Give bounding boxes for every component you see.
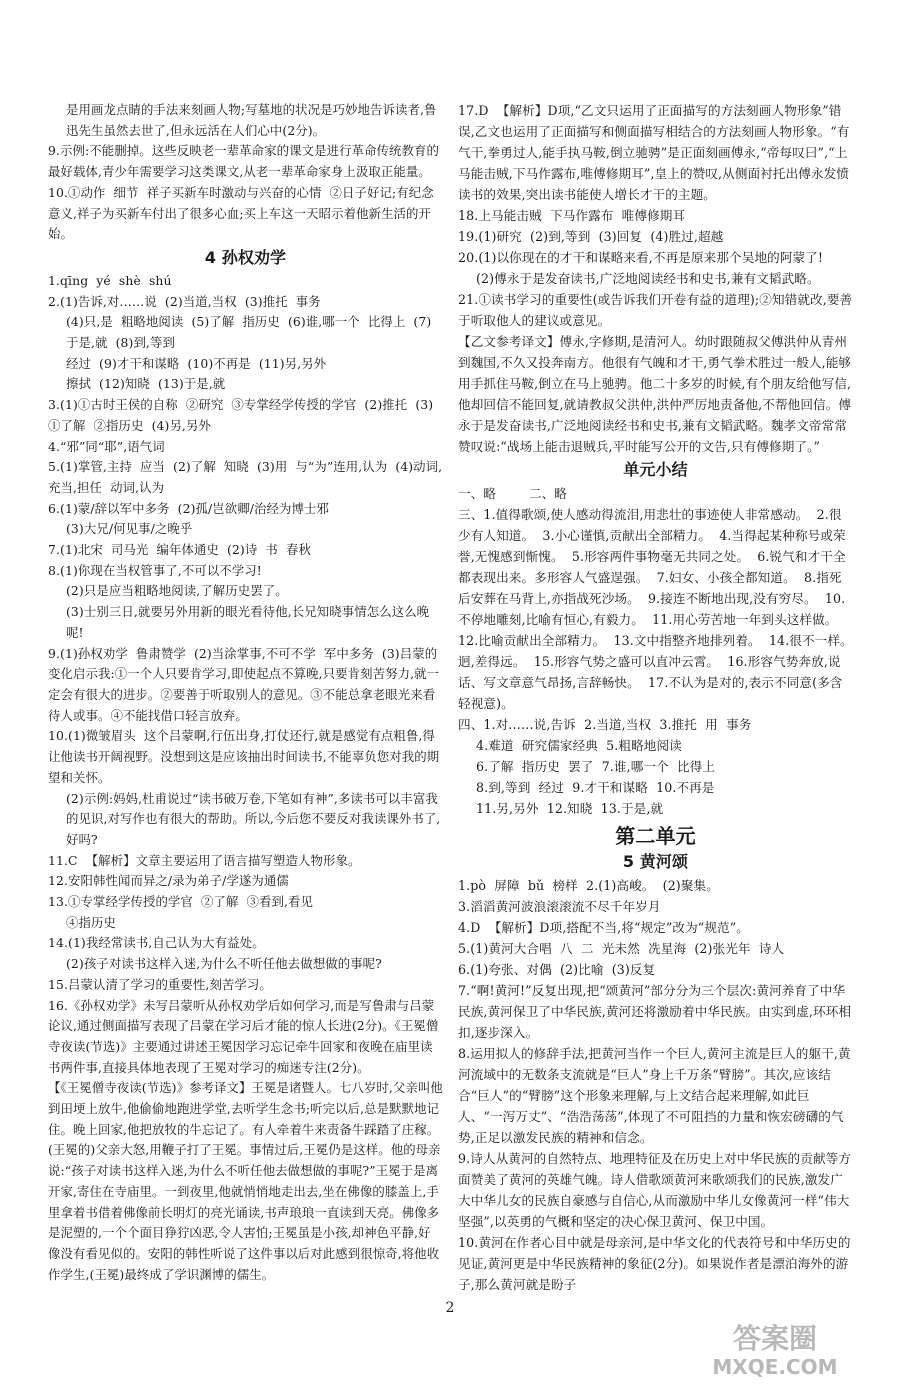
answer-item: 20.(1)以你现在的才干和谋略来看,不再是原来那个吴地的阿蒙了! bbox=[458, 250, 824, 265]
section-title: 单元小结 bbox=[623, 460, 688, 479]
section-title: 4 孙权劝学 bbox=[204, 247, 287, 267]
right-column bbox=[458, 100, 853, 1295]
answer-item: 13.①专掌经学传授的学官 ②了解 ③看到,看见 bbox=[48, 894, 314, 910]
answer-item: 三、1.值得歌颂,使人感动得流泪,用悲壮的事迹使人非常感动。 2.很少有人知道。 3.小心谨慎,贡献出全部精力。 4.当得起某种称号或荣誉,无愧感到惭愧。 5.形容两件事物毫无共同之处。 6.锐气和才干全都表现出来。多形容人气盛逞强。 7.妇女、小孩全都知道。 8.指死后安葬在马背上,亦指战死沙场。 9.接连不断地出现,没有穷尽。 10.不停地雕刻,比喻有恒心,有毅力。 11.用心劳苦地一年到头这样做。 12.比喻贡献出全部精力。 13.文中指整齐地排列着。 14.很不一样。迥,差得远。 15.形容气势之盛可以直冲云霄。 16.形容气势奔放,说话、写文章意气昂扬,言辞畅快。 17.不认为是对的,表示不同意(多含轻视意)。 bbox=[458, 507, 853, 711]
answer-item: 16.《孙权劝学》未写吕蒙听从孙权劝学后如何学习,而是写鲁肃与吕蒙论议,通过侧面描写表现了吕蒙在学习后才能的惊人长进(2分)。《王冕僧寺夜读(节选)》主要通过讲述王冕因学习忘记牵牛回家和夜晚在庙里读书两件事,直接具体地表现了王冕对学习的痴迷专注(2分)。 bbox=[48, 997, 439, 1075]
section-title: 5 黄河颂 bbox=[622, 852, 689, 871]
answer-item: 4.难道 研究儒家经典 5.粗略地阅读 bbox=[476, 738, 682, 753]
answer-item: 经过 (9)才干和谋略 (10)不再是 (11)另,另外 bbox=[66, 355, 327, 371]
answer-item: 7.(1)北宋 司马光 编年体通史 (2)诗 书 春秋 bbox=[48, 542, 311, 558]
answer-item: 1.qīng yé shè shú bbox=[48, 272, 172, 288]
answer-item: 7.“啊!黄河!”反复出现,把“颂黄河”部分分为三个层次:黄河养育了中华民族,黄河保卫了中华民族,黄河还将激励着中华民族。由实到虚,环环相扣,逐步深入。 bbox=[458, 983, 852, 1040]
answer-item: ④指历史 bbox=[66, 914, 116, 930]
answer-item: 14.(1)我经常读书,自己认为大有益处。 bbox=[48, 935, 265, 951]
answer-item: 1.pò 屏障 bǔ 榜样 2.(1)高峻。 (2)聚集。 bbox=[458, 878, 719, 893]
page-number: 2 bbox=[445, 1300, 455, 1316]
answer-item: 17.D 【解析】D项,“乙文只运用了正面描写的方法刻画人物形象”错误,乙文也运用了正面描写和侧面描写相结合的方法刻画人物形象。“有气干,拳勇过人,能手执马鞍,倒立驰骋”是正面刻画傅永,“帝每叹曰”,“上马能击贼,下马作露布,唯傅修期耳”,皇上的赞叹,从侧面衬托出傅永发愤读书的效果,突出读书能使人增长才干的主题。 bbox=[458, 103, 850, 202]
answer-item: 3.滔滔黄河波浪滚滚流不尽千年岁月 bbox=[458, 899, 661, 914]
answer-item: 19.(1)研究 (2)到,等到 (3)回复 (4)胜过,超越 bbox=[458, 229, 724, 244]
answer-item: (2)傅永于是发奋读书,广泛地阅读经书和史书,兼有文韬武略。 bbox=[476, 271, 820, 286]
answer-item: 是用画龙点睛的手法来刻画人物;写墓地的状况是巧妙地告诉读者,鲁迅先生虽然去世了,但永远活在人们心中(2分)。 bbox=[66, 102, 437, 138]
answer-item: 6.(1)蒙/辞以军中多务 (2)孤/岂欲卿/治经为博士邪 bbox=[48, 500, 329, 516]
answer-item: 8.(1)你现在当权管事了,不可以不学习! bbox=[48, 562, 262, 578]
reference-translation: 【《王冕僧寺夜读(节选)》参考译文】王冕是诸暨人。七八岁时,父亲叫他到田埂上放牛,他偷偷地跑进学堂,去听学生念书;听完以后,总是默默地记住。晚上回家,他把放牧的牛忘记了。有人牵着牛来责备牛踩踏了庄稼。(王冕的)父亲大怒,用鞭子打了王冕。事情过后,王冕仍是这样。他的母亲说:“孩子对读书这样入迷,为什么不听任他去做想做的事呢?”王冕于是离开家,寄住在寺庙里。一到夜里,他就悄悄地走出去,坐在佛像的膝盖上,手里拿着书借着佛像前长明灯的亮光诵读,书声琅琅一直读到天亮。佛像多是泥塑的,一个个面目狰狞凶恶,令人害怕;王冕虽是小孩,却神色平静,好像没有看见似的。安阳的韩性听说了这件事以后对此感到很惊奇,将他收作学生,(王冕)最终成了学识渊博的儒生。 bbox=[48, 1080, 443, 1282]
answer-item: 12.安阳韩性闻而异之/录为弟子/学遂为通儒 bbox=[48, 873, 289, 889]
answer-item: 15.吕蒙认清了学习的重要性,刻苦学习。 bbox=[48, 976, 272, 992]
watermark-top: 答案圈 bbox=[732, 1322, 818, 1355]
answer-item: (3)大兄/何见事/之晚乎 bbox=[66, 521, 193, 537]
answer-item: (2)孩子对读书这样入迷,为什么不听任他去做想做的事呢? bbox=[66, 956, 382, 972]
answer-item: (2)示例:妈妈,杜甫说过“读书破万卷,下笔如有神”,多读书可以丰富我的见识,对写作也有很大的帮助。所以,今后您不要反对我读课外书了,好吗? bbox=[66, 790, 441, 847]
answer-item: (4)只,是 粗略地阅读 (5)了解 指历史 (6)谁,哪一个 比得上 (7)于是,就 (8)到,等到 bbox=[66, 314, 432, 351]
answer-item: 9.(1)孙权劝学 鲁肃赞学 (2)当涂掌事,不可不学 军中多务 (3)吕蒙的变化启示我:①一个人只要肯学习,即使起点不算晚,只要肯刻苦努力,就一定会有很大的进步。②要善于听取别人的意见。③不能总拿老眼光来看待人或事。④不能找借口轻言放弃。 bbox=[48, 645, 440, 723]
answer-item: 8.运用拟人的修辞手法,把黄河当作一个巨人,黄河主流是巨人的躯干,黄河流域中的无数条支流就是“巨人”身上千万条“臂膀”。其次,应该结合“巨人”的“臂膀”这个形象来理解,与上文结合起来理解,如此巨人、“一泻万丈”、“浩浩荡荡”,体现了不可阻挡的力量和恢宏磅礴的气势,正足以激发民族的精神和信念。 bbox=[458, 1046, 851, 1145]
answer-item: 11.C 【解析】文章主要运用了语言描写塑造人物形象。 bbox=[48, 852, 361, 868]
answer-item: 2.(1)告诉,对……说 (2)当道,当权 (3)推托 事务 bbox=[48, 293, 321, 309]
unit-title: 第二单元 bbox=[615, 824, 696, 848]
answer-item: 9.诗人从黄河的自然特点、地理特征及在历史上对中华民族的贡献等方面赞美了黄河的英雄气魄。诗人借歌颂黄河来歌颂我们的民族,激发广大中华儿女的民族自豪感与自信心,从而激励中华儿女像黄河一样“伟大坚强”,以英勇的气概和坚定的决心保卫黄河、保卫中国。 bbox=[458, 1151, 852, 1229]
answer-item: 4.D 【解析】D项,搭配不当,将“规定”改为“规范”。 bbox=[458, 920, 749, 935]
answer-item: 6.了解 指历史 罢了 7.谁,哪一个 比得上 bbox=[476, 759, 716, 774]
answer-item: 3.(1)①古时王侯的自称 ②研究 ③专掌经学传授的学官 (2)推托 (3)①了解 ②指历史 (4)另,另外 bbox=[48, 397, 434, 433]
answer-item: 4.“邪”同“耶”,语气词 bbox=[48, 438, 165, 454]
answer-item: 擦拭 (12)知晓 (13)于是,就 bbox=[66, 376, 226, 392]
answer-item: 5.(1)掌管,主持 应当 (2)了解 知晓 (3)用 与“为”连用,认为 (4)动词,充当,担任 动词,认为 bbox=[48, 459, 443, 495]
answer-item: 11.另,另外 12.知晓 13.于是,就 bbox=[476, 801, 664, 816]
reference-translation: 【乙文参考译文】傅永,字修期,是清河人。幼时跟随叔父傅洪仲从青州到魏国,不久又投奔南方。他很有气魄和才干,勇气拳术胜过一般人,能够用手抓住马鞍,倒立在马上驰骋。他二十多岁的时候,有个朋友给他写信,他却回信不能回复,就请教叔父洪仲,洪仲严厉地责备他,不帮他回信。傅永于是发奋读书,广泛地阅读经书和史书,兼有文韬武略。魏孝文帝常常赞叹说:“战场上能击退贼兵,平时能写公开的文告,只有傅修期了。” bbox=[458, 334, 852, 454]
answer-item: 一、略 二、略 bbox=[458, 486, 567, 501]
answer-item: 8.到,等到 经过 9.才干和谋略 10.不再是 bbox=[476, 780, 715, 795]
answer-item: 10.①动作 细节 祥子买新车时激动与兴奋的心情 ②日子好记;有纪念意义,祥子为买新车付出了很多心血;买上车这一天昭示着他新生活的开始。 bbox=[48, 184, 434, 242]
answer-item: (3)士别三日,就要另外用新的眼光看待他,长兄知晓事情怎么这么晚呢! bbox=[66, 604, 430, 640]
answer-item: 10.(1)微皱眉头 这个吕蒙啊,行伍出身,打仗还行,就是感觉有点粗鲁,得让他读书开阔视野。没想到这是应该抽出时间读书,不能辜负您对我的期望和关怀。 bbox=[48, 728, 440, 785]
answer-item: 9.示例:不能删掉。这些反映老一辈革命家的课文是进行革命传统教育的最好载体,青少年需要学习这类课文,从老一辈革命家身上汲取正能量。 bbox=[48, 143, 440, 180]
watermark-bottom: MXQE.COM bbox=[712, 1355, 838, 1379]
answer-item: 21.①读书学习的重要性(或告诉我们开卷有益的道理);②知错就改,要善于听取他人的建议或意见。 bbox=[458, 292, 853, 328]
answer-item: 6.(1)夸张、对偶 (2)比喻 (3)反复 bbox=[458, 962, 656, 977]
answer-item: 5.(1)黄河大合唱 八 二 光未然 冼星海 (2)张光年 诗人 bbox=[458, 941, 785, 956]
left-column bbox=[48, 100, 443, 1285]
answer-item: (2)只是应当粗略地阅读,了解历史罢了。 bbox=[66, 583, 288, 599]
watermark-logo bbox=[670, 1318, 880, 1380]
answer-item: 10.黄河在作者心目中就是母亲河,是中华文化的代表符号和中华历史的见证,黄河更是中华民族精神的象征(2分)。如果说作者是漂泊海外的游子,那么黄河就是盼子 bbox=[458, 1235, 851, 1292]
answer-item: 18.上马能击贼 下马作露布 唯傅修期耳 bbox=[458, 208, 686, 223]
answer-item: 四、1.对……说,告诉 2.当道,当权 3.推托 用 事务 bbox=[458, 717, 752, 732]
